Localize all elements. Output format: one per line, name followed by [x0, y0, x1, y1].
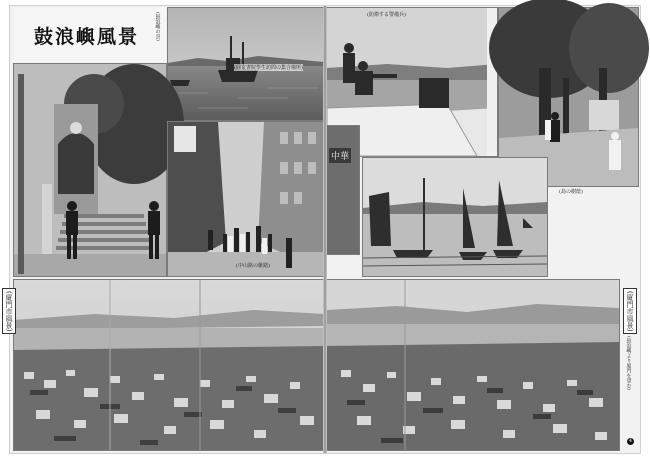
- title-caption: (鼓浪嶼の景): [154, 12, 161, 41]
- page-title: 鼓浪嶼風景: [34, 26, 140, 48]
- panorama-left-photo: [14, 280, 325, 450]
- banyan-caption: (島の樹蔭): [559, 189, 583, 195]
- gutter: [323, 6, 327, 453]
- harbor-ships-photo: [168, 8, 324, 120]
- sailboats-photo: [363, 158, 547, 276]
- sailboats-image: [363, 158, 547, 276]
- title-block: [14, 8, 166, 62]
- street-scene-image: [168, 122, 325, 276]
- right-page: [325, 6, 640, 453]
- magazine-spread: [5, 6, 640, 453]
- harbor-caption: (同文書院學生訪問の集合場所): [234, 65, 303, 71]
- left-page: [10, 6, 325, 453]
- panorama-right-image: [327, 280, 619, 450]
- signboard-text: 中華: [329, 148, 351, 163]
- street-scene-photo: [168, 122, 325, 276]
- gate-guards-photo: [14, 64, 166, 276]
- left-side-label: (廈門市風景): [2, 288, 16, 334]
- panorama-right-photo: [327, 280, 619, 450]
- gunner-caption: (防衛する警備兵): [367, 12, 406, 18]
- gate-guards-image: [14, 64, 166, 276]
- panorama-left-image: [14, 280, 325, 450]
- street-caption: (中山路の雑踏): [236, 263, 270, 269]
- panorama-caption: (鼓浪嶼より廈門を望む): [625, 336, 632, 390]
- page-number: 4: [628, 438, 633, 444]
- side-section-label: (廈門市風景): [623, 288, 637, 334]
- signboard-strip: [325, 126, 359, 254]
